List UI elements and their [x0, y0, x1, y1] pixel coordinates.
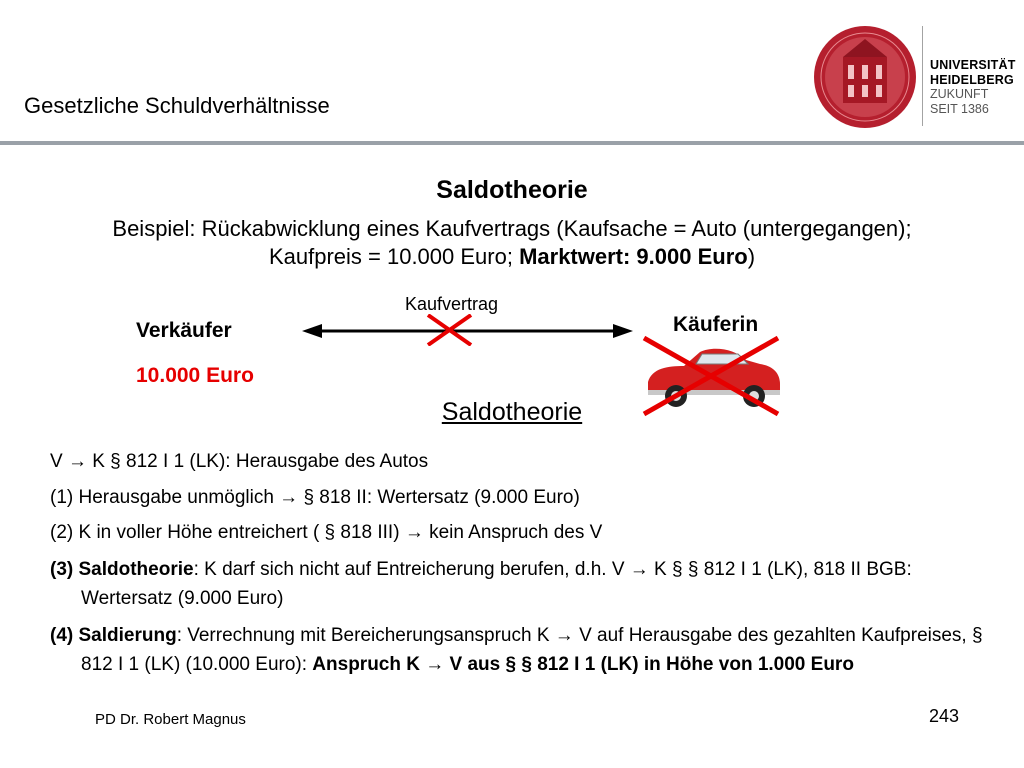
- logo-line-seit: SEIT 1386: [930, 101, 989, 116]
- point-1: (1) Herausgabe unmöglich → § 818 II: Wertersatz (9.000 Euro): [50, 487, 580, 508]
- point-2: (2) K in voller Höhe entreichert ( § 818 III) → kein Anspruch des V: [50, 522, 603, 543]
- header-divider: [0, 141, 1024, 145]
- buyer-label: Käuferin: [673, 313, 759, 336]
- logo-line-university: UNIVERSITÄT: [930, 58, 1016, 72]
- seller-amount: 10.000 Euro: [136, 364, 254, 387]
- university-logo-text: [930, 58, 1016, 116]
- point-3-text: : K darf sich nicht auf Entreicherung berufen, d.h. V → K § § 812 I 1 (LK), 818 II BGB: Wertersatz (9.000 Euro): [81, 559, 912, 609]
- double-arrow-icon: [300, 314, 635, 346]
- page-number: 243: [929, 706, 960, 726]
- example-market-value: Marktwert: 9.000 Euro: [519, 244, 748, 269]
- example-line-1: Beispiel: Rückabwicklung eines Kaufvertrags (Kaufsache = Auto (untergegangen);: [112, 216, 912, 241]
- point-4: [50, 621, 1006, 679]
- logo-line-heidelberg: HEIDELBERG: [930, 72, 1014, 87]
- point-3: [50, 555, 1006, 613]
- logo-line-zukunft: ZUKUNFT: [930, 87, 989, 101]
- contract-label: Kaufvertrag: [405, 294, 499, 314]
- header-title: Gesetzliche Schuldverhältnisse: [24, 93, 330, 118]
- saldotheorie-subtitle: Saldotheorie: [441, 398, 583, 426]
- seller-label: Verkäufer: [136, 319, 232, 342]
- point-4-heading: (4) Saldierung: [50, 625, 177, 646]
- footer-author: PD Dr. Robert Magnus: [95, 711, 246, 728]
- slide-title: Saldotheorie: [436, 176, 588, 204]
- point-3-heading: (3) Saldotheorie: [50, 559, 194, 580]
- example-close-paren: ): [747, 244, 756, 269]
- logo-separator: [922, 26, 923, 126]
- university-seal-icon: [813, 25, 917, 129]
- point-4-result: Anspruch K → V aus § § 812 I 1 (LK) in Höhe von 1.000 Euro: [312, 654, 854, 675]
- point-4-text: : Verrechnung mit Bereicherungsanspruch K → V auf Herausgabe des gezahlten Kaufpreises, § 812 I 1 (LK) (10.000 Euro):: [81, 625, 983, 675]
- example-description: [30, 215, 994, 271]
- point-claim: V → K § 812 I 1 (LK): Herausgabe des Autos: [50, 451, 429, 472]
- example-price: Kaufpreis = 10.000 Euro;: [268, 244, 520, 269]
- example-line-2: [30, 243, 994, 271]
